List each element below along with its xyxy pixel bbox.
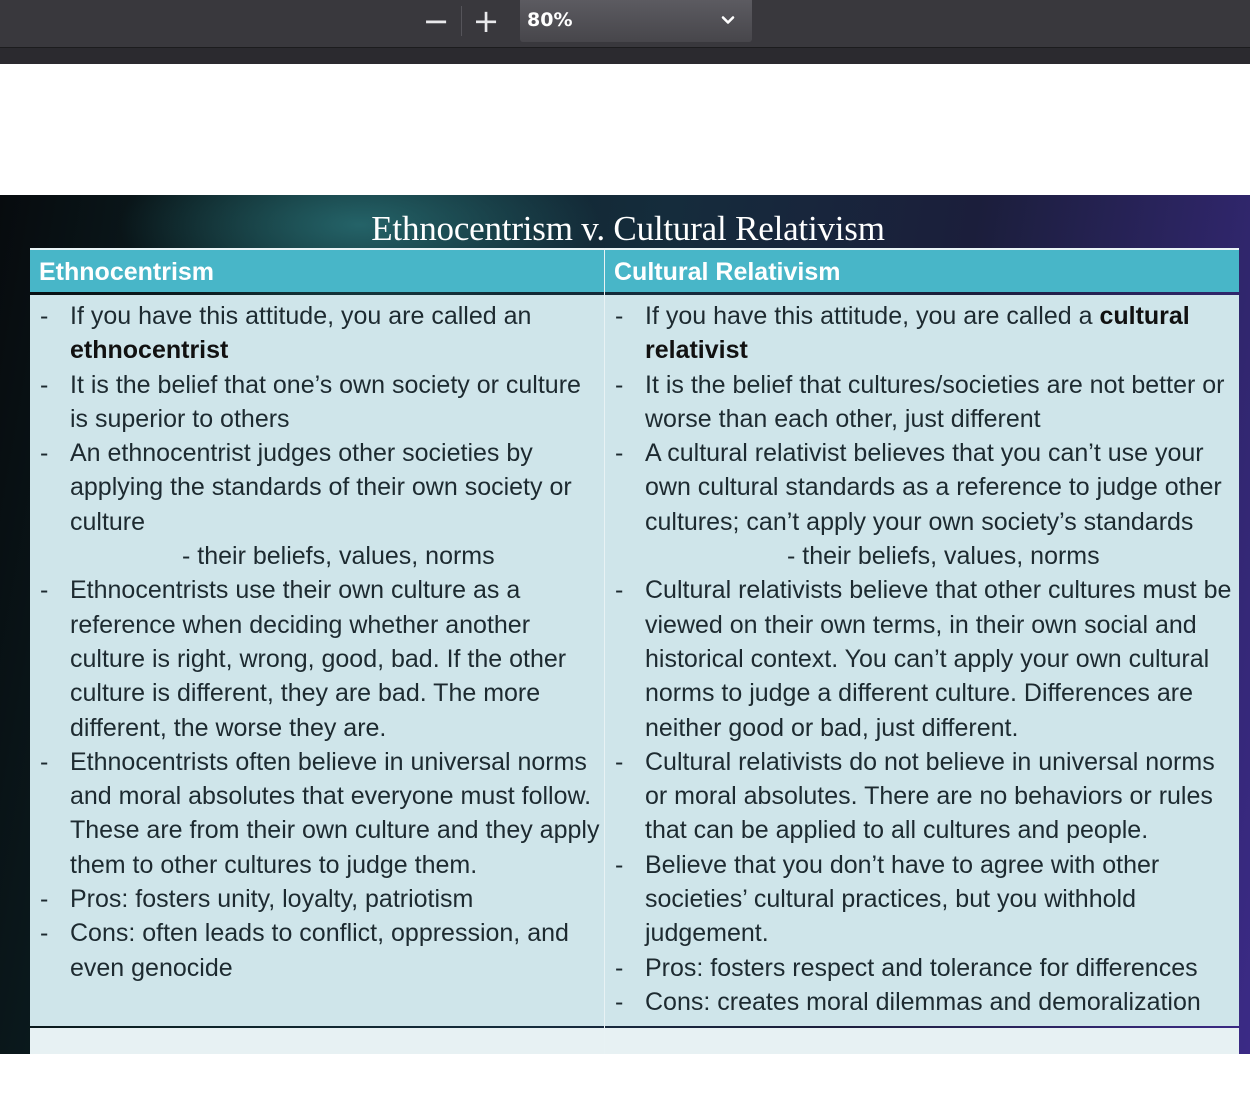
list-item xyxy=(605,951,1239,985)
list-item xyxy=(605,299,1239,368)
item-text: It is the belief that one’s own society or culture is superior to others xyxy=(70,370,581,433)
ethnocentrism-body xyxy=(30,295,604,1026)
list-item xyxy=(605,745,1239,848)
list-item xyxy=(605,985,1239,1019)
zoom-level-select[interactable] xyxy=(520,0,752,42)
item-text: Believe that you don’t have to agree with other societies’ cultural practices, but you withhold judgement. xyxy=(645,850,1160,948)
item-text: Cultural relativists believe that other cultures must be viewed on their own terms, in their own social and historical context. You can’t apply your own cultural norms to judge a different culture. Differences are neither good or bad, just different. xyxy=(645,576,1232,742)
item-text: It is the belief that cultures/societies are not better or worse than each other, just different xyxy=(645,370,1225,433)
item-text: If you have this attitude, you are called a xyxy=(645,302,1100,330)
list-item xyxy=(605,436,1239,539)
list-item xyxy=(30,916,604,985)
item-text: Pros: fosters unity, loyalty, patriotism xyxy=(70,885,474,914)
sub-note: - their beliefs, values, norms xyxy=(787,542,1100,571)
comparison-table xyxy=(30,248,1239,1054)
zoom-level-value: 80% xyxy=(527,9,573,31)
list-item xyxy=(30,299,604,368)
viewer-toolbar xyxy=(0,0,1250,48)
cultural-relativism-heading: Cultural Relativism xyxy=(605,248,1239,292)
toolbar-bottom-strip xyxy=(0,48,1250,64)
item-bold-term: ethnocentrist xyxy=(70,336,229,365)
table-footer-row xyxy=(30,1028,604,1054)
slide xyxy=(0,195,1250,1054)
zoom-in-button[interactable]: + xyxy=(472,2,500,40)
cultural-relativism-column xyxy=(605,248,1239,1054)
item-text: An ethnocentrist judges other societies by applying the standards of their own society or culture xyxy=(70,439,572,536)
item-text: Ethnocentrists often believe in universal norms and moral absolutes that everyone must follow. These are from their own culture and they apply them to other cultures to judge them. xyxy=(70,747,600,879)
ethnocentrism-column xyxy=(30,248,604,1054)
list-item xyxy=(30,573,604,744)
item-text: Cultural relativists do not believe in universal norms or moral absolutes. There are no behaviors or rules that can be applied to all cultures and people. xyxy=(645,747,1215,845)
zoom-out-button[interactable]: − xyxy=(422,2,450,40)
list-item xyxy=(605,573,1239,744)
list-item xyxy=(605,848,1239,951)
item-text: If you have this attitude, you are called an xyxy=(70,302,532,330)
list-item xyxy=(605,368,1239,437)
toolbar-separator xyxy=(461,6,462,36)
cultural-relativism-body xyxy=(605,295,1239,1026)
slide-title: Ethnocentrism v. Cultural Relativism xyxy=(371,209,885,248)
item-text: Ethnocentrists use their own culture as a reference when deciding whether another culture is right, wrong, good, bad. If the other culture is different, they are bad. The more different, the worse they are. xyxy=(70,576,567,742)
ethnocentrism-heading: Ethnocentrism xyxy=(30,248,604,292)
chevron-down-icon xyxy=(721,13,735,27)
list-item xyxy=(30,436,604,539)
item-text: Cons: often leads to conflict, oppression, and even genocide xyxy=(70,919,569,982)
sub-note: - their beliefs, values, norms xyxy=(182,542,495,571)
item-text: Pros: fosters respect and tolerance for differences xyxy=(645,953,1198,982)
list-item xyxy=(30,745,604,882)
list-item xyxy=(30,368,604,437)
item-bold-term: cultural relativist xyxy=(645,302,1190,365)
item-text: Cons: creates moral dilemmas and demoralization xyxy=(645,987,1201,1016)
list-item xyxy=(30,882,604,916)
item-text: A cultural relativist believes that you can’t use your own cultural standards as a reference to judge other cultures; can’t apply your own society’s standards xyxy=(645,439,1222,536)
table-footer-row xyxy=(605,1028,1239,1054)
